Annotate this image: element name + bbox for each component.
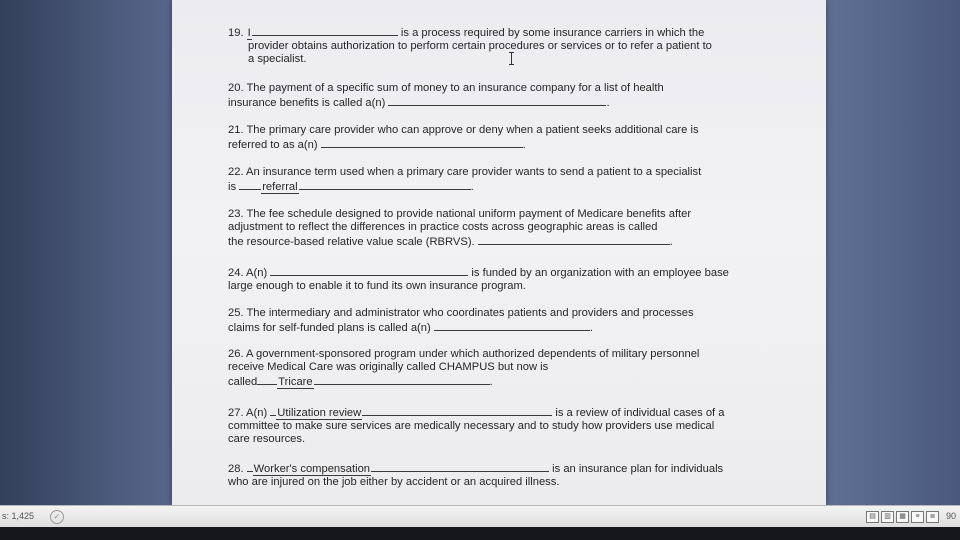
question-27: 27. A(n) Utilization review is a review of individual cases of a committee to make sure services are medically necessary and to study how providers use medical care resources. [228,407,725,446]
blank-24[interactable] [270,265,468,276]
view-buttons [866,510,941,523]
answer-28[interactable]: Worker's compensation [253,463,371,475]
question-25: 25. The intermediary and administrator who coordinates patients and providers and processes claims for self-funded plans is called a(n) . [228,307,694,335]
answer-27[interactable]: Utilization review [277,407,362,419]
question-19: 19. I is a process required by some insurance carriers in which the provider obtains authorization to perform certain procedures or services or to refer a patient to a specialist. [228,27,712,66]
answer-22[interactable]: referral [262,181,298,194]
question-26: 26. A government-sponsored program under which authorized dependents of military personnel receive Medical Care was originally called CHAMPUS but now is called Tricare . [228,348,700,389]
print-layout-icon[interactable]: ▤ [866,511,879,523]
document-page[interactable] [172,0,826,505]
outline-icon[interactable]: ≡ [911,511,924,523]
answer-19[interactable]: I [247,27,251,39]
blank-20[interactable] [388,95,606,106]
question-22: 22. An insurance term used when a primary care provider wants to send a patient to a specialist is referral . [228,166,702,194]
taskbar-edge [0,527,960,540]
question-20: 20. The payment of a specific sum of money to an insurance company for a list of health insurance benefits is called a(n) . [228,82,664,110]
web-layout-icon[interactable]: ▦ [896,511,909,523]
window-background-left [0,0,172,505]
question-24: 24. A(n) is funded by an organization with an employee base large enough to enable it to fund its own insurance program. [228,267,729,293]
blank-23[interactable] [478,234,670,245]
status-bar [0,505,960,527]
full-screen-reading-icon[interactable]: ▥ [881,511,894,523]
word-count[interactable]: s: 1,425 [2,511,35,521]
question-21: 21. The primary care provider who can approve or deny when a patient seeks additional care is referred to as a(n) . [228,124,699,152]
proofing-icon[interactable]: ✓ [50,510,64,524]
draft-icon[interactable]: ≣ [926,511,939,523]
window-background-right [826,0,960,505]
zoom-level[interactable]: 90 [946,511,957,521]
question-23: 23. The fee schedule designed to provide national uniform payment of Medicare benefits after adjustment to reflect the differences in practice costs across geographic areas is called the resource-based relative value scale (RBRVS). . [228,208,692,249]
answer-26[interactable]: Tricare [278,376,313,389]
question-28: 28. Worker's compensation is an insurance plan for individuals who are injured on the job either by accident or an acquired illness. [228,463,724,489]
blank-25[interactable] [434,320,590,331]
blank-21[interactable] [321,137,523,148]
